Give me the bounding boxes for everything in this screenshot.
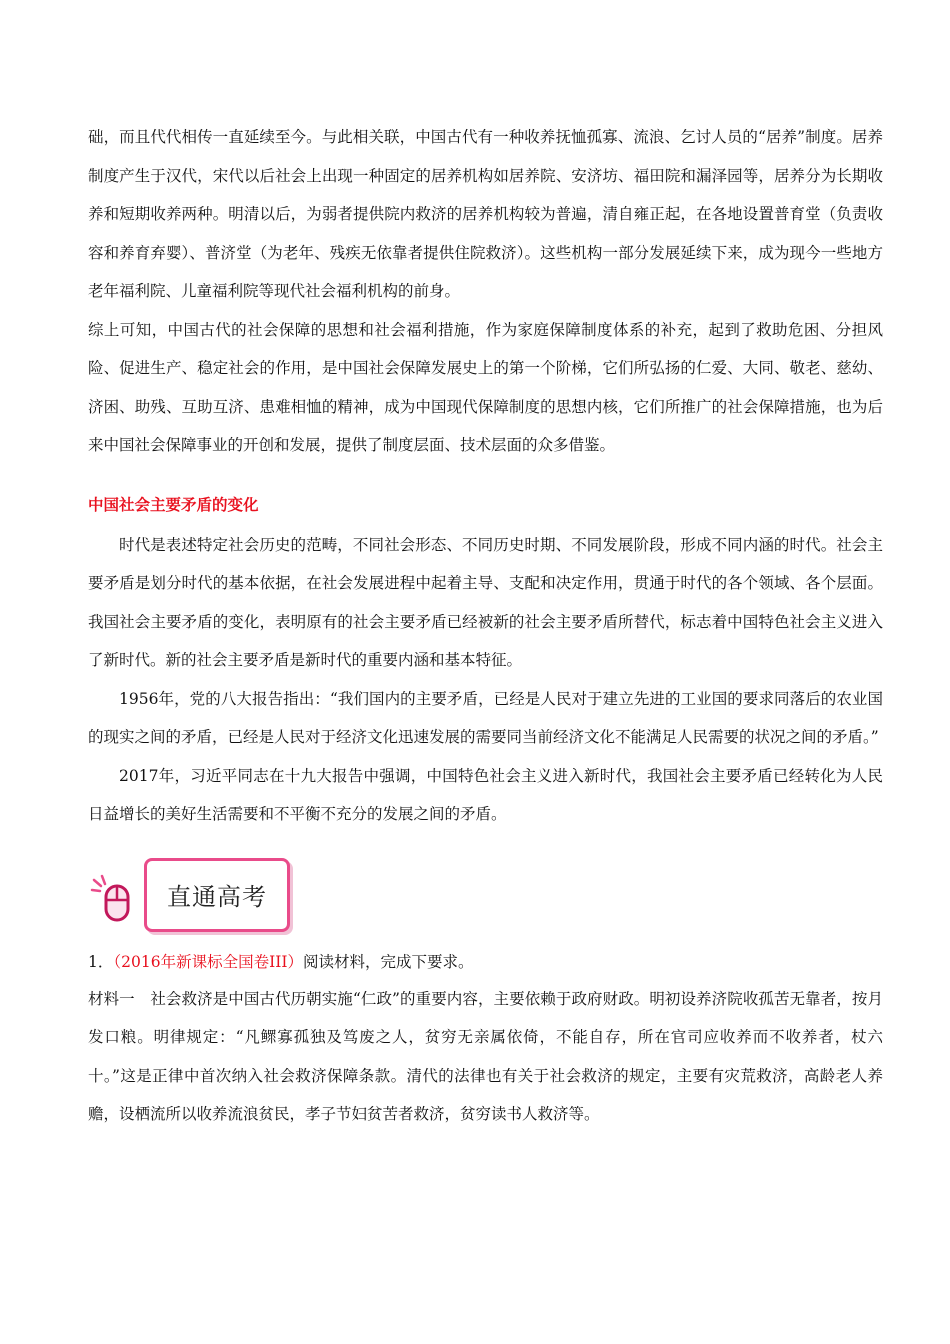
question-number: 1． <box>88 952 114 971</box>
question-header <box>88 944 883 980</box>
paragraph-era: 时代是表述特定社会历史的范畴，不同社会形态、不同历史时期、不同发展阶段，形成不同内涵的时代。社会主要矛盾是划分时代的基本依据，在社会发展进程中起着主导、支配和决定作用，贯通于时代的各个领域、各个层面。我国社会主要矛盾的变化，表明原有的社会主要矛盾已经被新的社会主要矛盾所替代，标志着中国特色社会主义进入了新时代。新的社会主要矛盾是新时代的重要内涵和基本特征。 <box>88 535 883 669</box>
mouse-icon <box>90 874 138 924</box>
badge-label: 直通高考 <box>167 883 267 911</box>
paragraph-summary: 综上可知，中国古代的社会保障的思想和社会福利措施，作为家庭保障制度体系的补充，起到了救助危困、分担风险、促进生产、稳定社会的作用，是中国社会保障发展史上的第一个阶梯，它们所弘扬的仁爱、大同、敬老、慈幼、济困、助残、互助互济、患难相恤的精神，成为中国现代保障制度的思想内核，它们所推广的社会保障措施，也为后来中国社会保障事业的开创和发展，提供了制度层面、技术层面的众多借鉴。 <box>88 320 883 454</box>
paragraph-2017: 2017年，习近平同志在十九大报告中强调，中国特色社会主义进入新时代，我国社会主要矛盾已经转化为人民日益增长的美好生活需要和不平衡不充分的发展之间的矛盾。 <box>88 766 883 823</box>
badge-box <box>144 858 290 932</box>
paragraph-1956: 1956年，党的八大报告指出：“我们国内的主要矛盾，已经是人民对于建立先进的工业国的要求同落后的农业国的现实之间的矛盾，已经是人民对于经济文化迅速发展的需要同当前经济文化不能满足人民需要的状况之间的矛盾。” <box>88 689 883 746</box>
section-heading: 中国社会主要矛盾的变化 <box>88 495 259 514</box>
question-prompt: 阅读材料，完成下要求。 <box>302 952 474 971</box>
paragraph-juyang: 础，而且代代相传一直延续至今。与此相关联，中国古代有一种收养抚恤孤寡、流浪、乞讨人员的“居养”制度。居养制度产生于汉代，宋代以后社会上出现一种固定的居养机构如居养院、安济坊、福田院和漏泽园等，居养分为长期收养和短期收养两种。明清以后，为弱者提供院内救济的居养机构较为普遍，清自雍正起，在各地设置普育堂（负责收容和养育弃婴）、普济堂（为老年、残疾无依靠者提供住院救济）。这些机构一部分发展延续下来，成为现今一些地方老年福利院、儿童福利院等现代社会福利机构的前身。 <box>88 128 883 300</box>
gaokao-badge <box>88 854 308 942</box>
question-source: （2016年新课标全国卷III） <box>113 952 303 971</box>
question-material: 材料一 社会救济是中国古代历朝实施“仁政”的重要内容，主要依赖于政府财政。明初设养济院收孤苦无靠者，按月发口粮。明律规定：“凡鳏寡孤独及笃废之人，贫穷无亲属依倚，不能自存，所在官司应收养而不收养者，杖六十。”这是正律中首次纳入社会救济保障条款。清代的法律也有关于社会救济的规定，主要有灾荒救济，高龄老人养赡，设栖流所以收养流浪贫民，孝子节妇贫苦者救济，贫穷读书人救济等。 <box>88 989 883 1123</box>
document-body <box>88 118 883 1134</box>
